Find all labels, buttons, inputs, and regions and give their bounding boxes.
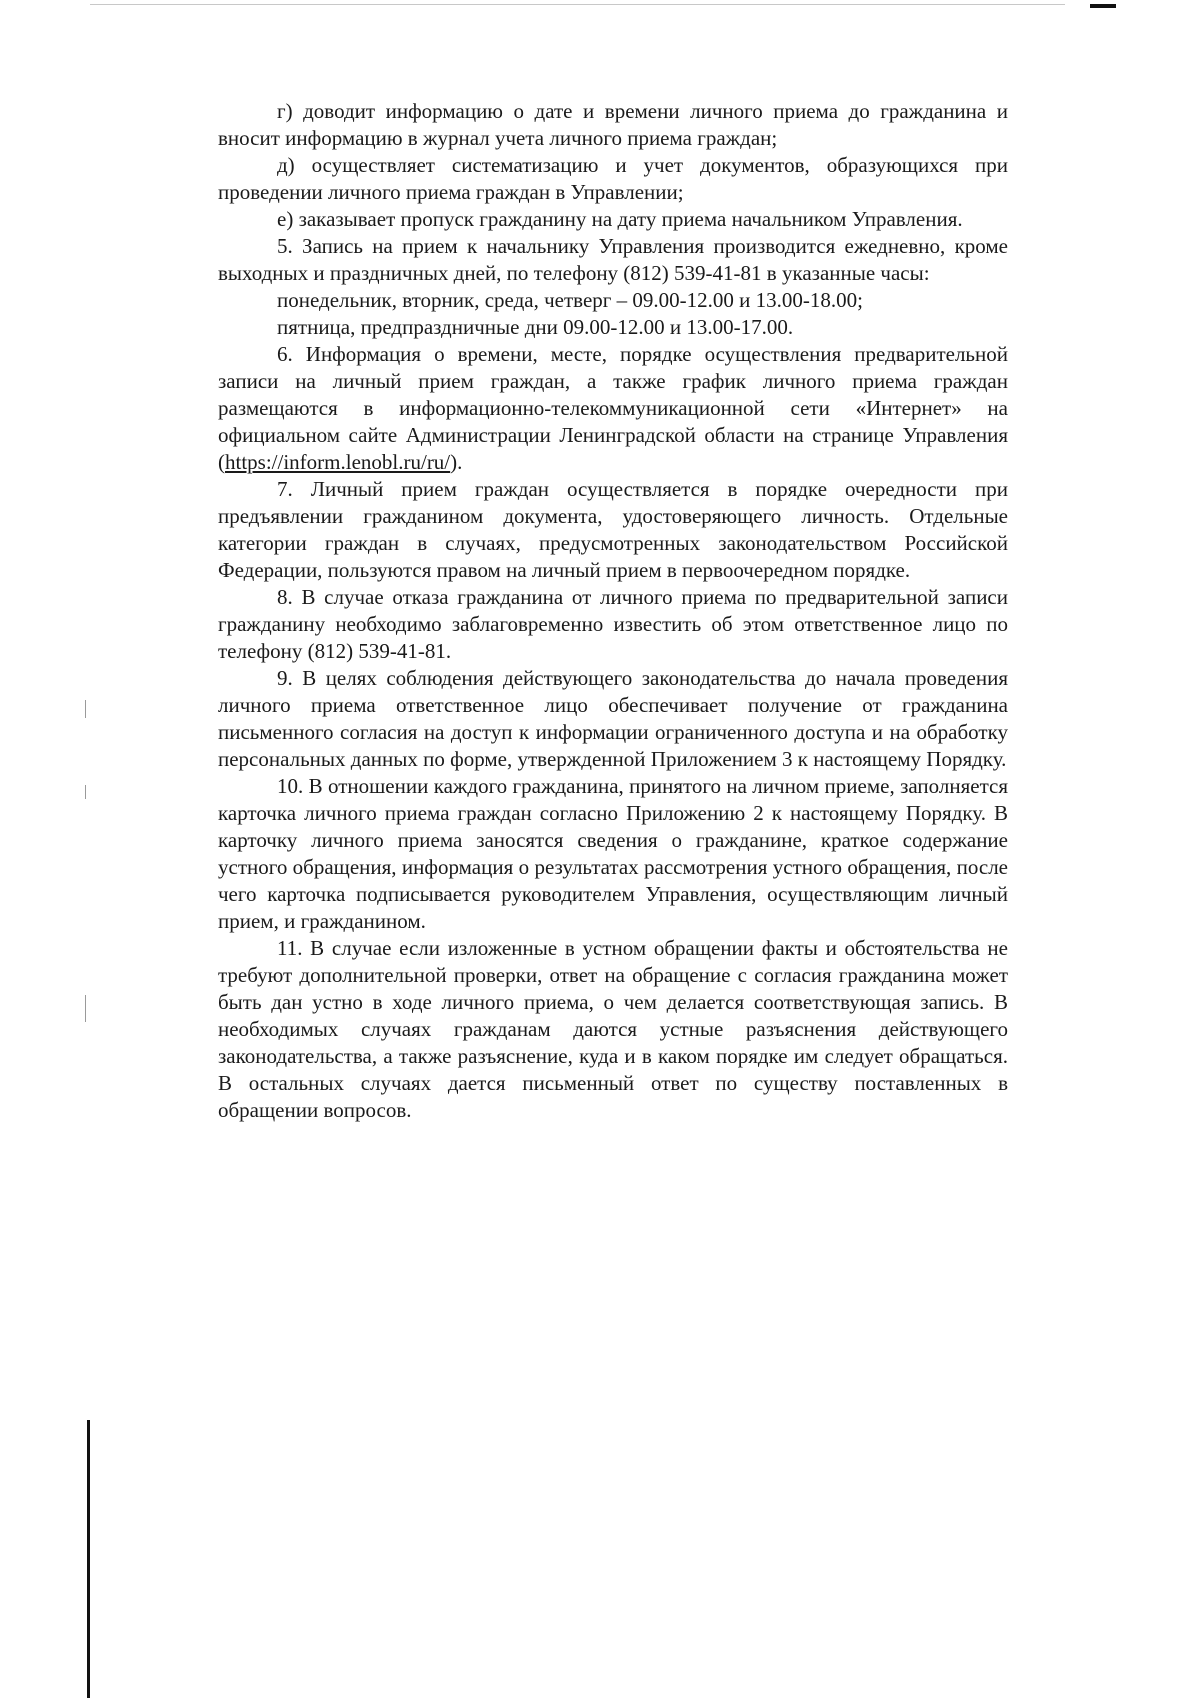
- schedule-friday: пятница, предпраздничные дни 09.00-12.00 и 13.00-17.00.: [277, 315, 794, 339]
- paragraph-4g: г) доводит информацию о дате и времени личного приема до гражданина и вносит информацию в журнал учета личного приема граждан;: [218, 99, 1008, 150]
- paragraph-4d: д) осуществляет систематизацию и учет документов, образующихся при проведении личного приема граждан в Управлении;: [218, 153, 1008, 204]
- paragraph-6-text: 6. Информация о времени, месте, порядке осуществления предварительной записи на личный прием граждан, а также график личного приема граждан размещаются в информационно-телекоммуникационной сети «Интернет» на официальном сайте Администрации Ленинградской области на странице Управления (: [218, 342, 1008, 474]
- paragraph-10: 10. В отношении каждого гражданина, принятого на личном приеме, заполняется карточка личного приема граждан согласно Приложению 2 к настоящему Порядку. В карточку личного приема заносятся сведения о гражданине, краткое содержание устного обращения, информация о результатах рассмотрения устного обращения, после чего карточка подписывается руководителем Управления, осуществляющим личный прием, и гражданином.: [218, 774, 1008, 933]
- paragraph-11: 11. В случае если изложенные в устном обращении факты и обстоятельства не требуют дополнительной проверки, ответ на обращение с согласия гражданина может быть дан устно в ходе личного приема, о чем делается соответствующая запись. В необходимых случаях гражданам даются устные разъяснения действующего законодательства, а также разъяснение, куда и в каком порядке им следует обращаться. В остальных случаях дается письменный ответ по существу поставленных в обращении вопросов.: [218, 936, 1008, 1122]
- paragraph-7: 7. Личный прием граждан осуществляется в порядке очередности при предъявлении гражданином документа, удостоверяющего личность. Отдельные категории граждан в случаях, предусмотренных законодательством Российской Федерации, пользуются правом на личный прием в первоочередном порядке.: [218, 477, 1008, 582]
- scan-top-border: [90, 4, 1065, 5]
- paragraph-5: 5. Запись на прием к начальнику Управления производится ежедневно, кроме выходных и праздничных дней, по телефону (812) 539-41-81 в указанные часы:: [218, 234, 1008, 285]
- scan-left-tick: [85, 700, 86, 718]
- scan-left-edge-bar: [87, 1420, 90, 1698]
- scan-left-tick: [85, 995, 86, 1011]
- paragraph-6-end: ).: [450, 450, 463, 474]
- paragraph-9: 9. В целях соблюдения действующего законодательства до начала проведения личного приема ответственное лицо обеспечивает получение от гражданина письменного согласия на доступ к информации ограниченного доступа и на обработку персональных данных по форме, утвержденной Приложением 3 к настоящему Порядку.: [218, 666, 1008, 771]
- schedule-weekdays: понедельник, вторник, среда, четверг – 09.00-12.00 и 13.00-18.00;: [277, 288, 863, 312]
- paragraph-4e: е) заказывает пропуск гражданину на дату приема начальником Управления.: [277, 207, 963, 231]
- document-body: [218, 98, 1008, 1124]
- scan-left-tick: [85, 1010, 86, 1022]
- website-link[interactable]: https://inform.lenobl.ru/ru/: [225, 450, 451, 474]
- paragraph-6: [218, 341, 1008, 476]
- scan-corner-mark: [1090, 4, 1116, 8]
- paragraph-8: 8. В случае отказа гражданина от личного приема по предварительной записи гражданину необходимо заблаговременно известить об этом ответственное лицо по телефону (812) 539-41-81.: [218, 585, 1008, 663]
- scan-left-tick: [85, 785, 86, 799]
